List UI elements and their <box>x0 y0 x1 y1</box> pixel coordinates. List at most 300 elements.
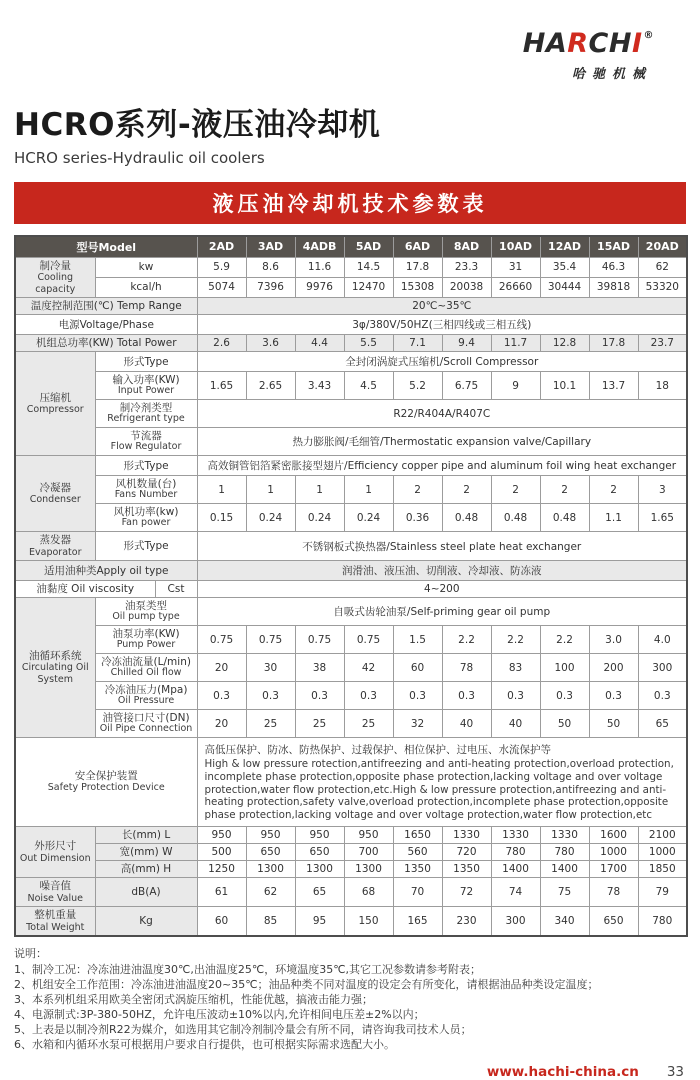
title-block <box>0 0 700 167</box>
value-cell: 3.43 <box>295 372 344 400</box>
row-label <box>95 598 197 626</box>
table-row <box>15 315 687 335</box>
value-cell: 0.3 <box>638 682 687 710</box>
value-cell: 25 <box>295 710 344 738</box>
value-cell: 1400 <box>540 860 589 877</box>
value-cell: 2100 <box>638 826 687 843</box>
group-label <box>15 907 95 936</box>
row-label-cn: 制冷剂类型 <box>119 402 173 415</box>
logo-seg-red-1: R <box>567 28 589 59</box>
table-row <box>15 428 687 456</box>
unit-cell: Cst <box>155 581 197 598</box>
value-cell: 1850 <box>638 860 687 877</box>
row-label-cn: 高(mm) H <box>120 862 172 875</box>
value-cell: 9.4 <box>442 335 491 352</box>
value-cell: 60 <box>197 907 246 936</box>
value-cell: 200 <box>589 654 638 682</box>
row-label-en: Flow Regulator <box>110 441 182 453</box>
model-header: 6AD <box>393 236 442 258</box>
row-label-cn: 油泵类型 <box>125 600 168 613</box>
merged-value-cell: 热力膨胀阀/毛细管/Thermostatic expansion valve/Capillary <box>197 428 687 456</box>
group-label-en: Noise Value <box>27 892 83 904</box>
value-cell: 8.6 <box>246 257 295 277</box>
value-cell: 40 <box>491 710 540 738</box>
value-cell: 300 <box>491 907 540 936</box>
table-row <box>15 843 687 860</box>
value-cell: 62 <box>638 257 687 277</box>
note-item-6: 6、水箱和内循环水泵可根据用户要求自行提供，也可根据实际需求选配大小。 <box>14 1038 395 1052</box>
spec-table-body <box>15 236 687 936</box>
value-cell: 31 <box>491 257 540 277</box>
table-row <box>15 352 687 372</box>
value-cell: 1.65 <box>638 504 687 532</box>
model-header: 8AD <box>442 236 491 258</box>
value-cell: 2.2 <box>442 626 491 654</box>
value-cell: 2.65 <box>246 372 295 400</box>
brand-logo <box>523 30 654 82</box>
value-cell: 650 <box>589 907 638 936</box>
value-cell: 780 <box>491 843 540 860</box>
value-cell: 30 <box>246 654 295 682</box>
value-cell: 50 <box>589 710 638 738</box>
value-cell: 5.2 <box>393 372 442 400</box>
value-cell: 1 <box>197 476 246 504</box>
group-label-cn: 外形尺寸 <box>34 839 77 852</box>
value-cell: 0.3 <box>295 682 344 710</box>
merged-value-cell: 不锈钢板式换热器/Stainless steel plate heat exchanger <box>197 532 687 561</box>
value-cell: 12470 <box>344 277 393 297</box>
group-label-en: Compressor <box>26 404 84 416</box>
table-row <box>15 682 687 710</box>
value-cell: 95 <box>295 907 344 936</box>
value-cell: 2.6 <box>197 335 246 352</box>
value-cell: 72 <box>442 878 491 907</box>
merged-value-cell: 20℃~35℃ <box>197 298 687 315</box>
value-cell: 1400 <box>491 860 540 877</box>
row-label-en: Safety Protection Device <box>47 781 165 793</box>
value-cell: 11.6 <box>295 257 344 277</box>
row-label <box>15 335 197 352</box>
value-cell: 10.1 <box>540 372 589 400</box>
value-cell: 0.48 <box>540 504 589 532</box>
value-cell: 3.0 <box>589 626 638 654</box>
value-cell: 300 <box>638 654 687 682</box>
value-cell: 1600 <box>589 826 638 843</box>
table-row <box>15 257 687 277</box>
value-cell: 65 <box>295 878 344 907</box>
value-cell: 20 <box>197 654 246 682</box>
merged-value-cell: 高效铜管铝箔紧密胀接型翅片/Efficiency copper pipe and aluminum foil wing heat exchanger <box>197 456 687 476</box>
row-label-cn: dB(A) <box>131 886 161 898</box>
value-cell: 83 <box>491 654 540 682</box>
merged-value-cell: 4~200 <box>197 581 687 598</box>
value-cell: 1300 <box>246 860 295 877</box>
row-label-en: Oil Pressure <box>117 695 175 707</box>
value-cell: 5.5 <box>344 335 393 352</box>
value-cell: 23.7 <box>638 335 687 352</box>
value-cell: 150 <box>344 907 393 936</box>
value-cell: 15308 <box>393 277 442 297</box>
group-label-cn: 冷凝器 <box>39 481 71 494</box>
group-label <box>15 456 95 532</box>
value-cell: 0.75 <box>246 626 295 654</box>
logo-seg-red-2: I <box>631 28 643 59</box>
value-cell: 1.5 <box>393 626 442 654</box>
row-label <box>95 504 197 532</box>
row-label <box>95 710 197 738</box>
value-cell: 70 <box>393 878 442 907</box>
row-label <box>95 257 197 277</box>
value-cell: 340 <box>540 907 589 936</box>
group-label <box>15 598 95 738</box>
value-cell: 950 <box>344 826 393 843</box>
group-label-en: Circulating Oil System <box>21 662 89 685</box>
value-cell: 720 <box>442 843 491 860</box>
group-label-cn: 制冷量 <box>39 259 71 272</box>
value-cell: 950 <box>246 826 295 843</box>
note-item-1: 1、制冷工况：冷冻油进油温度30℃,出油温度25℃，环境温度35℃,其它工况参数请参考附表； <box>14 963 482 977</box>
value-cell: 0.3 <box>246 682 295 710</box>
section-banner <box>14 182 686 224</box>
logo-seg-black-2: CH <box>588 28 632 59</box>
value-cell: 61 <box>197 878 246 907</box>
group-label-cn: 整机重量 <box>34 909 77 922</box>
group-label <box>15 352 95 456</box>
value-cell: 7.1 <box>393 335 442 352</box>
group-label-en: Cooling capacity <box>35 272 76 295</box>
row-label <box>95 626 197 654</box>
value-cell: 1300 <box>295 860 344 877</box>
value-cell: 5074 <box>197 277 246 297</box>
value-cell: 79 <box>638 878 687 907</box>
footer-url: www.hachi-china.cn <box>486 1064 639 1080</box>
page-number: 33 <box>666 1064 684 1080</box>
table-row <box>15 561 687 581</box>
value-cell: 0.24 <box>295 504 344 532</box>
value-cell: 42 <box>344 654 393 682</box>
value-cell: 1350 <box>393 860 442 877</box>
value-cell: 0.15 <box>197 504 246 532</box>
row-label <box>95 878 197 907</box>
value-cell: 0.3 <box>540 682 589 710</box>
table-row <box>15 738 687 827</box>
value-cell: 1.65 <box>197 372 246 400</box>
row-label-en: Pump Power <box>116 639 176 651</box>
value-cell: 0.75 <box>197 626 246 654</box>
merged-value-cell: 自吸式齿轮油泵/Self-priming gear oil pump <box>197 598 687 626</box>
table-row <box>15 456 687 476</box>
table-row <box>15 504 687 532</box>
row-label-cn: 电源Voltage/Phase <box>58 318 154 331</box>
row-label-cn: 油泵功率(KW) <box>112 628 180 641</box>
row-label-cn: 形式Type <box>123 355 169 368</box>
table-row <box>15 826 687 843</box>
value-cell: 75 <box>540 878 589 907</box>
table-row <box>15 277 687 297</box>
row-label <box>95 532 197 561</box>
value-cell: 1330 <box>491 826 540 843</box>
value-cell: 0.3 <box>393 682 442 710</box>
group-label-en: Evaporator <box>29 546 82 558</box>
group-label-en: Total Weight <box>26 921 85 933</box>
row-label-cn: Kg <box>139 914 153 927</box>
note-item-3: 3、本系列机组采用欧美全密闭式涡旋压缩机，性能优越，搞液击能力强； <box>14 993 373 1007</box>
row-label <box>95 682 197 710</box>
note-item-5: 5、上表是以制冷剂R22为媒介，如选用其它制冷剂制冷量会有所不同，请咨询我司技术人员； <box>14 1023 472 1037</box>
row-label-en: Oil Pipe Connection <box>99 723 193 735</box>
value-cell: 17.8 <box>393 257 442 277</box>
value-cell: 35.4 <box>540 257 589 277</box>
value-cell: 1 <box>344 476 393 504</box>
value-cell: 2.2 <box>540 626 589 654</box>
value-cell: 0.48 <box>491 504 540 532</box>
value-cell: 0.3 <box>344 682 393 710</box>
row-label-en: Fan power <box>121 517 171 529</box>
table-row <box>15 372 687 400</box>
group-label-en: Condenser <box>29 494 81 506</box>
value-cell: 4.0 <box>638 626 687 654</box>
value-cell: 0.24 <box>344 504 393 532</box>
table-row <box>15 400 687 428</box>
row-label <box>95 277 197 297</box>
value-cell: 0.3 <box>491 682 540 710</box>
row-label-en: Fans Number <box>114 489 178 501</box>
merged-value-cn: 高低压保护、防冰、防热保护、过载保护、相位保护、过电压、水流保护等 <box>204 744 552 757</box>
page-footer <box>0 1064 684 1080</box>
value-cell: 1.1 <box>589 504 638 532</box>
spec-table <box>14 235 688 937</box>
value-cell: 17.8 <box>589 335 638 352</box>
model-header: 4ADB <box>295 236 344 258</box>
value-cell: 0.75 <box>344 626 393 654</box>
value-cell: 165 <box>393 907 442 936</box>
value-cell: 2 <box>442 476 491 504</box>
value-cell: 2 <box>393 476 442 504</box>
row-label <box>95 456 197 476</box>
value-cell: 560 <box>393 843 442 860</box>
value-cell: 7396 <box>246 277 295 297</box>
table-row <box>15 335 687 352</box>
table-row <box>15 860 687 877</box>
group-label-cn: 蒸发器 <box>39 534 71 547</box>
table-row <box>15 654 687 682</box>
value-cell: 2 <box>589 476 638 504</box>
value-cell: 0.24 <box>246 504 295 532</box>
value-cell: 0.3 <box>442 682 491 710</box>
value-cell: 700 <box>344 843 393 860</box>
row-label-cn: 安全保护装置 <box>74 770 138 783</box>
value-cell: 50 <box>540 710 589 738</box>
row-label <box>95 843 197 860</box>
row-label <box>15 298 197 315</box>
group-label <box>15 257 95 297</box>
model-header: 10AD <box>491 236 540 258</box>
value-cell: 1300 <box>344 860 393 877</box>
row-label-cn: 节流器 <box>130 430 162 443</box>
value-cell: 950 <box>295 826 344 843</box>
value-cell: 1330 <box>540 826 589 843</box>
merged-value-cell: 润滑油、液压油、切削液、冷却液、防冻液 <box>197 561 687 581</box>
value-cell: 30444 <box>540 277 589 297</box>
row-label <box>95 428 197 456</box>
table-row <box>15 298 687 315</box>
row-label <box>95 372 197 400</box>
group-label-en: Out Dimension <box>19 852 91 864</box>
value-cell: 78 <box>442 654 491 682</box>
merged-value-cell <box>197 738 687 827</box>
row-label-cn: kw <box>138 261 154 274</box>
value-cell: 1000 <box>589 843 638 860</box>
value-cell: 1 <box>246 476 295 504</box>
logo-wordmark <box>523 30 654 57</box>
table-row <box>15 710 687 738</box>
page-subtitle: HCRO series-Hydraulic oil coolers <box>14 148 265 167</box>
table-row <box>15 878 687 907</box>
banner-title: 液压油冷却机技术参数表 <box>212 191 488 216</box>
value-cell: 4.5 <box>344 372 393 400</box>
row-label-cn: 冷冻油流量(L/min) <box>101 656 191 669</box>
note-item-4: 4、电源制式:3P-380-50HZ，允许电压波动±10%以内,允许相间电压差±2%以内； <box>14 1008 425 1022</box>
row-label-en: Oil pump type <box>112 611 180 623</box>
row-label-cn: 油黏度 Oil viscosity <box>36 583 135 596</box>
registered-mark-icon: ® <box>643 30 654 41</box>
row-label <box>95 826 197 843</box>
value-cell: 1330 <box>442 826 491 843</box>
model-header: 2AD <box>197 236 246 258</box>
value-cell: 0.3 <box>197 682 246 710</box>
row-label-en: Chilled Oil flow <box>110 667 182 679</box>
table-row <box>15 532 687 561</box>
value-cell: 20 <box>197 710 246 738</box>
value-cell: 780 <box>540 843 589 860</box>
value-cell: 950 <box>197 826 246 843</box>
merged-value-cell: 全封闭涡旋式压缩机/Scroll Compressor <box>197 352 687 372</box>
model-header: 5AD <box>344 236 393 258</box>
value-cell: 0.48 <box>442 504 491 532</box>
value-cell: 46.3 <box>589 257 638 277</box>
table-row <box>15 626 687 654</box>
row-label-cn: 风机功率(kw) <box>113 506 179 519</box>
row-label-cn: kcal/h <box>130 281 162 294</box>
value-cell: 650 <box>246 843 295 860</box>
row-label-cn: 油管接口尺寸(DN) <box>102 712 190 725</box>
merged-value-cell: R22/R404A/R407C <box>197 400 687 428</box>
row-label <box>95 476 197 504</box>
group-label <box>15 878 95 907</box>
value-cell: 85 <box>246 907 295 936</box>
value-cell: 32 <box>393 710 442 738</box>
value-cell: 3.6 <box>246 335 295 352</box>
value-cell: 9 <box>491 372 540 400</box>
row-label <box>95 654 197 682</box>
row-label-cn: 形式Type <box>123 459 169 472</box>
value-cell: 1350 <box>442 860 491 877</box>
value-cell: 230 <box>442 907 491 936</box>
notes-section <box>14 946 686 1052</box>
row-label <box>15 581 155 598</box>
value-cell: 5.9 <box>197 257 246 277</box>
row-label <box>95 400 197 428</box>
value-cell: 20038 <box>442 277 491 297</box>
value-cell: 68 <box>344 878 393 907</box>
group-label-cn: 油循环系统 <box>29 649 82 662</box>
row-label-cn: 宽(mm) W <box>119 845 173 858</box>
model-header: 15AD <box>589 236 638 258</box>
row-label-cn: 形式Type <box>123 540 169 553</box>
value-cell: 11.7 <box>491 335 540 352</box>
page-title: HCRO系列-液压油冷却机 <box>14 107 381 143</box>
value-cell: 40 <box>442 710 491 738</box>
row-label <box>95 907 197 936</box>
value-cell: 9976 <box>295 277 344 297</box>
value-cell: 25 <box>344 710 393 738</box>
group-label-cn: 噪音值 <box>39 880 71 893</box>
row-label-en: Refrigerant type <box>107 413 185 425</box>
value-cell: 25 <box>246 710 295 738</box>
value-cell: 780 <box>638 907 687 936</box>
note-item-2: 2、机组安全工作范围：冷冻油进油温度20~35℃；油品种类不同对温度的设定会有所变化，请根据油品种类设定温度； <box>14 978 599 992</box>
row-label-cn: 适用油种类Apply oil type <box>43 564 169 577</box>
model-header: 12AD <box>540 236 589 258</box>
logo-chinese-name: 哈驰机械 <box>571 67 652 82</box>
value-cell: 23.3 <box>442 257 491 277</box>
value-cell: 60 <box>393 654 442 682</box>
value-cell: 6.75 <box>442 372 491 400</box>
value-cell: 2 <box>540 476 589 504</box>
row-label-en: Input Power <box>117 385 175 397</box>
value-cell: 0.3 <box>589 682 638 710</box>
value-cell: 74 <box>491 878 540 907</box>
table-row <box>15 907 687 936</box>
group-label <box>15 826 95 877</box>
value-cell: 4.4 <box>295 335 344 352</box>
table-row <box>15 598 687 626</box>
value-cell: 12.8 <box>540 335 589 352</box>
value-cell: 53320 <box>638 277 687 297</box>
table-row <box>15 476 687 504</box>
row-label-cn: 机组总功率(KW) Total Power <box>36 337 177 350</box>
table-header-row <box>15 236 687 258</box>
row-label-cn: 温度控制范围(℃) Temp Range <box>30 300 182 313</box>
value-cell: 65 <box>638 710 687 738</box>
row-label <box>95 860 197 877</box>
row-label-cn: 风机数量(台) <box>115 478 177 491</box>
value-cell: 1650 <box>393 826 442 843</box>
value-cell: 78 <box>589 878 638 907</box>
value-cell: 100 <box>540 654 589 682</box>
row-label-cn: 输入功率(KW) <box>112 374 180 387</box>
row-label-cn: 长(mm) L <box>121 828 171 841</box>
value-cell: 39818 <box>589 277 638 297</box>
value-cell: 1250 <box>197 860 246 877</box>
value-cell: 500 <box>197 843 246 860</box>
value-cell: 1 <box>295 476 344 504</box>
row-label <box>95 352 197 372</box>
model-header: 20AD <box>638 236 687 258</box>
row-label <box>15 738 197 827</box>
logo-seg-black-1: HA <box>522 28 568 59</box>
model-header-label: 型号Model <box>15 236 197 258</box>
value-cell: 1700 <box>589 860 638 877</box>
value-cell: 14.5 <box>344 257 393 277</box>
value-cell: 2 <box>491 476 540 504</box>
value-cell: 650 <box>295 843 344 860</box>
merged-value-en: High & low pressure rotection,antifreezing and anti-heating protection,overload protection, incomplete phase protection,opposite phase protection,lacking voltage and over voltage protection,water flow protection,etc.High & low pressure protection,antifreezing and anti-heating protection,safety valve,overload protection,incomplete phase protection,opposite phase protection,lacking voltage and over voltage protection,water flow protection,etc <box>204 758 674 822</box>
value-cell: 62 <box>246 878 295 907</box>
value-cell: 38 <box>295 654 344 682</box>
value-cell: 1000 <box>638 843 687 860</box>
value-cell: 0.36 <box>393 504 442 532</box>
